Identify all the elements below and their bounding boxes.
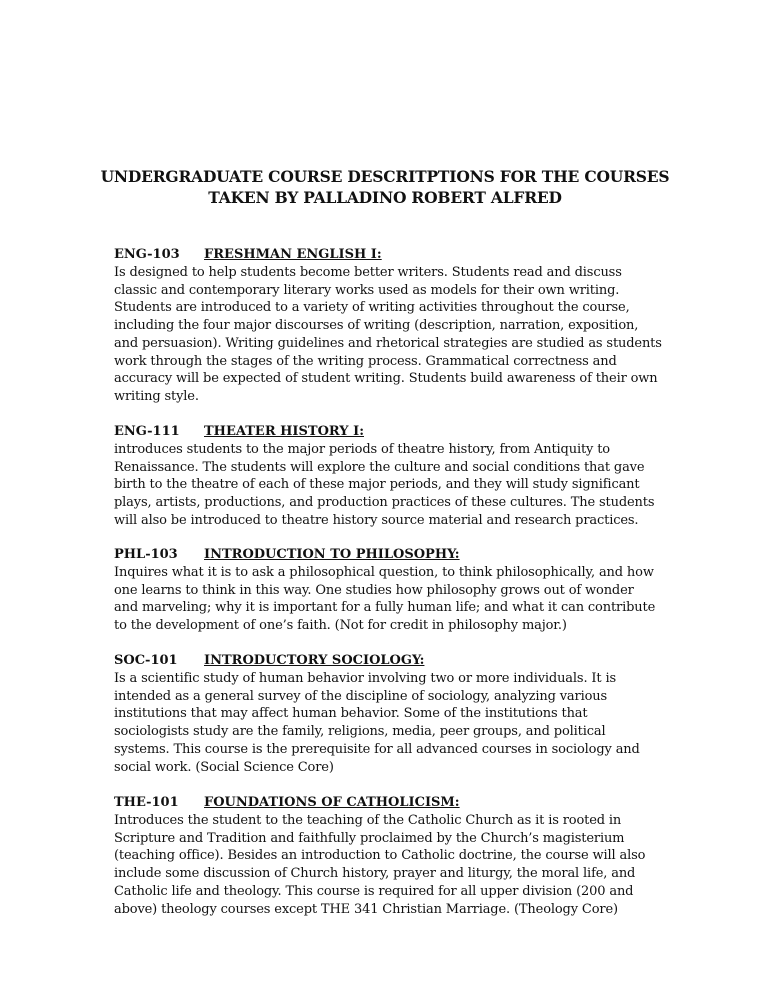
description-line: above) theology courses except THE 341 Christian Marriage. (Theology Core) xyxy=(114,901,618,917)
description-line: work through the stages of the writing process. Grammatical correctness and xyxy=(114,353,617,369)
description-line: Is a scientific study of human behavior involving two or more individuals. It is xyxy=(114,671,616,686)
course-section-the-101 xyxy=(114,794,662,918)
description-line: Is designed to help students become better writers. Students read and discuss xyxy=(114,265,622,280)
description-line: Introduces the student to the teaching of the Catholic Church as it is rooted in xyxy=(114,813,622,828)
description-line: birth to the theatre of each of these major periods, and they will study significant xyxy=(114,477,640,493)
document-title-line-1: UNDERGRADUATE COURSE DESCRITPTIONS FOR THE COURSES xyxy=(100,167,670,186)
description-line: Scripture and Tradition and faithfully proclaimed by the Church’s magisterium xyxy=(114,830,625,846)
description-line: systems. This course is the prerequisite for all advanced courses in sociology and xyxy=(114,741,640,757)
course-description xyxy=(114,441,662,530)
description-line: introduces students to the major periods of theatre history, from Antiquity to xyxy=(114,442,610,457)
course-heading xyxy=(114,652,662,670)
description-line: one learns to think in this way. One studies how philosophy grows out of wonder xyxy=(114,582,634,598)
document-title xyxy=(100,166,670,208)
course-section-eng-103 xyxy=(114,246,662,406)
description-line: will also be introduced to theatre history source material and research practices. xyxy=(114,512,639,528)
document-title-line-2: TAKEN BY PALLADINO ROBERT ALFRED xyxy=(208,188,562,207)
course-heading xyxy=(114,246,662,264)
description-line: Inquires what it is to ask a philosophical question, to think philosophically, and how xyxy=(114,565,654,580)
course-heading xyxy=(114,546,662,564)
course-section-eng-111 xyxy=(114,423,662,530)
course-title: THEATER HISTORY I: xyxy=(204,424,364,439)
description-line: plays, artists, productions, and production practices of these cultures. The students xyxy=(114,495,655,511)
description-line: institutions that may affect human behavior. Some of the institutions that xyxy=(114,706,588,722)
description-line: to the development of one’s faith. (Not for credit in philosophy major.) xyxy=(114,618,567,634)
description-line: Catholic life and theology. This course is required for all upper division (200 and xyxy=(114,883,634,899)
course-code: SOC-101 xyxy=(114,653,178,668)
course-title: INTRODUCTORY SOCIOLOGY: xyxy=(204,653,425,668)
course-section-phl-103 xyxy=(114,546,662,635)
description-line: writing style. xyxy=(114,388,199,404)
description-line: including the four major discourses of writing (description, narration, exposition, xyxy=(114,318,639,334)
course-description xyxy=(114,264,662,406)
description-line: Renaissance. The students will explore the culture and social conditions that gave xyxy=(114,459,645,475)
course-description xyxy=(114,564,662,635)
course-heading xyxy=(114,794,662,812)
course-description xyxy=(114,670,662,776)
course-description xyxy=(114,812,662,918)
course-title: FOUNDATIONS OF CATHOLICISM: xyxy=(204,795,460,810)
course-heading xyxy=(114,423,662,441)
description-line: sociologists study are the family, religions, media, peer groups, and political xyxy=(114,724,606,740)
course-code: ENG-103 xyxy=(114,247,180,262)
course-title: INTRODUCTION TO PHILOSOPHY: xyxy=(204,547,460,562)
description-line: classic and contemporary literary works used as models for their own writing. xyxy=(114,282,620,298)
description-line: Students are introduced to a variety of writing activities throughout the course, xyxy=(114,300,630,316)
course-section-soc-101 xyxy=(114,652,662,776)
description-line: (teaching office). Besides an introduction to Catholic doctrine, the course will also xyxy=(114,848,646,864)
course-code: THE-101 xyxy=(114,795,179,810)
description-line: accuracy will be expected of student writing. Students build awareness of their own xyxy=(114,371,658,387)
course-code: ENG-111 xyxy=(114,424,180,439)
description-line: social work. (Social Science Core) xyxy=(114,759,334,775)
description-line: intended as a general survey of the discipline of sociology, analyzing various xyxy=(114,688,608,704)
course-code: PHL-103 xyxy=(114,547,178,562)
description-line: and persuasion). Writing guidelines and rhetorical strategies are studied as students xyxy=(114,335,662,351)
course-title: FRESHMAN ENGLISH I: xyxy=(204,247,382,262)
description-line: include some discussion of Church history, prayer and liturgy, the moral life, and xyxy=(114,866,636,882)
description-line: and marveling; why it is important for a fully human life; and what it can contribute xyxy=(114,600,656,616)
